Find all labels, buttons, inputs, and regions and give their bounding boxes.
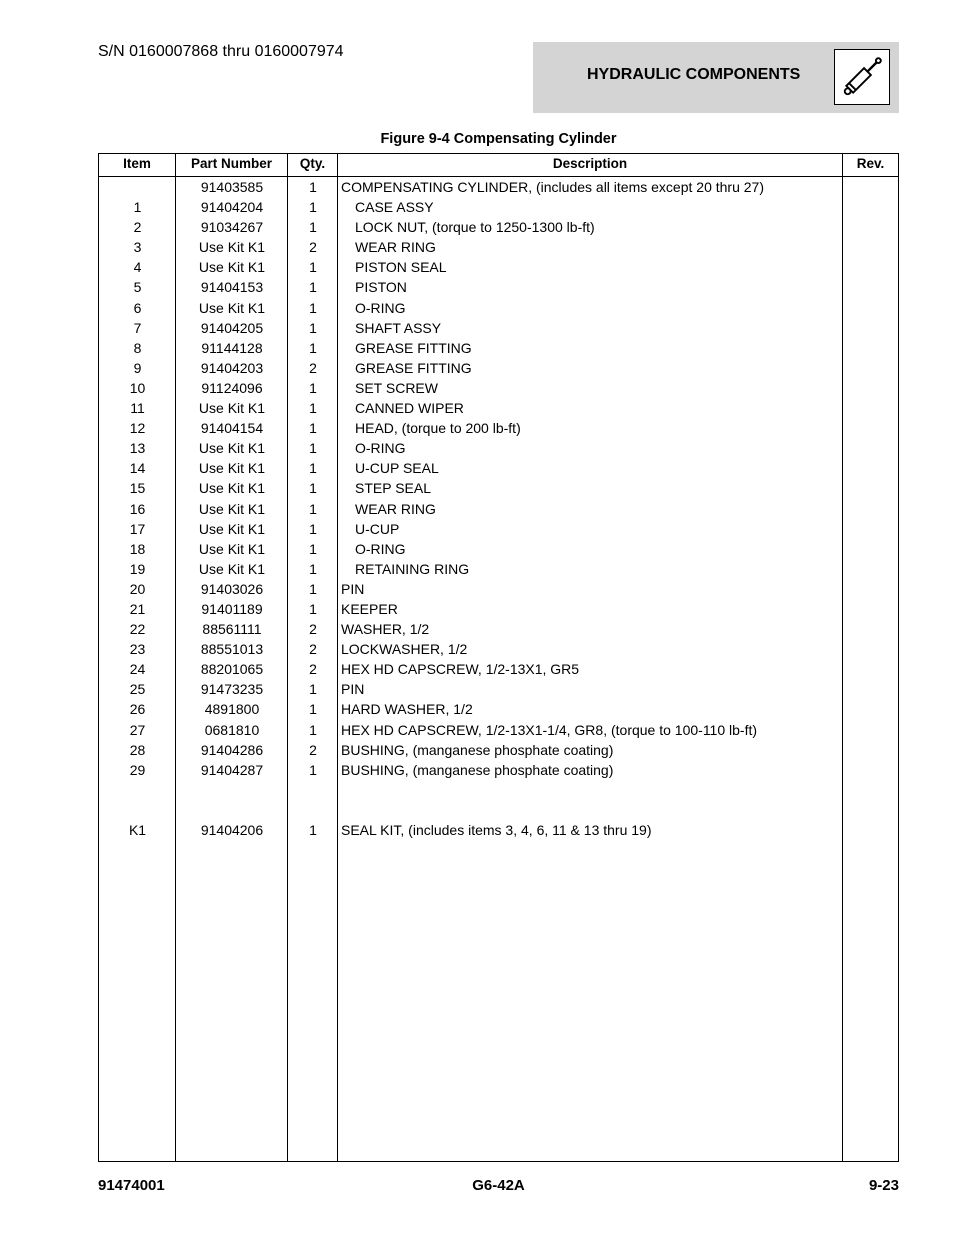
part-number-cell: Use Kit K1 bbox=[198, 299, 266, 316]
column-header-part-number: Part Number bbox=[190, 156, 273, 171]
description-cell: HEAD, (torque to 200 lb-ft) bbox=[355, 420, 521, 437]
table-row bbox=[99, 237, 898, 257]
table-row bbox=[99, 478, 898, 498]
qty-cell: 2 bbox=[309, 621, 317, 638]
table-row bbox=[99, 398, 898, 418]
part-number-cell: 4891800 bbox=[204, 701, 260, 718]
qty-cell: 1 bbox=[309, 420, 317, 437]
item-cell: 10 bbox=[129, 379, 146, 396]
description-cell: LOCKWASHER, 1/2 bbox=[341, 641, 468, 658]
part-number-cell: 88551013 bbox=[200, 641, 264, 658]
qty-cell: 1 bbox=[309, 520, 317, 537]
column-header-item: Item bbox=[123, 156, 151, 171]
table-row bbox=[99, 659, 898, 679]
description-cell: COMPENSATING CYLINDER, (includes all items except 20 thru 27) bbox=[341, 179, 764, 195]
section-title: HYDRAULIC COMPONENTS bbox=[587, 66, 801, 83]
item-cell: 27 bbox=[129, 721, 146, 738]
item-cell: 15 bbox=[129, 480, 146, 497]
qty-cell: 1 bbox=[309, 299, 317, 316]
qty-cell: 2 bbox=[309, 641, 317, 658]
part-number-cell: Use Kit K1 bbox=[198, 259, 266, 276]
description-cell: LOCK NUT, (torque to 1250-1300 lb-ft) bbox=[355, 219, 595, 236]
part-number-cell: Use Kit K1 bbox=[198, 400, 266, 417]
table-row bbox=[99, 318, 898, 338]
part-number-cell: 91404206 bbox=[200, 822, 264, 838]
item-cell: 18 bbox=[129, 540, 146, 557]
qty-cell: 1 bbox=[309, 761, 317, 778]
item-cell: 3 bbox=[133, 239, 142, 256]
description-cell: PISTON bbox=[355, 279, 407, 296]
description-cell: WEAR RING bbox=[355, 500, 436, 517]
part-number-cell: 91473235 bbox=[200, 681, 264, 698]
part-number-cell: Use Kit K1 bbox=[198, 500, 266, 517]
item-cell: 14 bbox=[129, 460, 146, 477]
description-cell: STEP SEAL bbox=[355, 480, 432, 497]
qty-cell: 1 bbox=[309, 339, 317, 356]
item-cell: K1 bbox=[128, 822, 147, 838]
footer-page-number: 9-23 bbox=[868, 1177, 899, 1194]
item-cell: 12 bbox=[129, 420, 146, 437]
part-number-cell: 91404205 bbox=[200, 319, 264, 336]
qty-cell: 1 bbox=[309, 560, 317, 577]
item-cell: 17 bbox=[129, 520, 146, 537]
table-row bbox=[99, 699, 898, 719]
table-row bbox=[99, 358, 898, 378]
table-row bbox=[99, 599, 898, 619]
table-row bbox=[99, 619, 898, 639]
item-cell: 13 bbox=[129, 440, 146, 457]
footer-document-number: 91474001 bbox=[98, 1177, 165, 1194]
column-header-description: Description bbox=[552, 156, 628, 171]
item-cell: 28 bbox=[129, 741, 146, 758]
part-number-cell: 88561111 bbox=[202, 621, 262, 638]
footer-model: G6-42A bbox=[472, 1177, 525, 1194]
table-row bbox=[99, 338, 898, 358]
qty-cell: 1 bbox=[309, 822, 317, 838]
qty-cell: 1 bbox=[309, 379, 317, 396]
qty-cell: 1 bbox=[309, 500, 317, 517]
item-cell: 29 bbox=[129, 761, 146, 778]
item-cell: 5 bbox=[133, 279, 142, 296]
item-cell: 6 bbox=[133, 299, 142, 316]
parts-table bbox=[98, 153, 899, 1162]
qty-cell: 1 bbox=[309, 179, 317, 195]
part-number-cell: Use Kit K1 bbox=[198, 460, 266, 477]
table-row bbox=[99, 458, 898, 478]
item-cell: 7 bbox=[133, 319, 142, 336]
part-number-cell: 0681810 bbox=[204, 721, 260, 738]
table-row bbox=[99, 800, 898, 820]
description-cell: KEEPER bbox=[341, 600, 398, 617]
qty-cell: 2 bbox=[309, 741, 317, 758]
part-number-cell: Use Kit K1 bbox=[198, 520, 266, 537]
part-number-cell: 91404154 bbox=[200, 420, 264, 437]
part-number-cell: 91403026 bbox=[200, 580, 264, 597]
table-row bbox=[99, 499, 898, 519]
qty-cell: 1 bbox=[309, 219, 317, 236]
description-cell: U-CUP bbox=[355, 520, 400, 537]
section-header bbox=[533, 42, 899, 113]
description-cell: RETAINING RING bbox=[355, 560, 470, 577]
description-cell: WASHER, 1/2 bbox=[341, 621, 430, 638]
qty-cell: 1 bbox=[309, 580, 317, 597]
qty-cell: 2 bbox=[309, 359, 317, 376]
qty-cell: 1 bbox=[309, 460, 317, 477]
qty-cell: 1 bbox=[309, 400, 317, 417]
description-cell: WEAR RING bbox=[355, 239, 436, 256]
item-cell: 9 bbox=[133, 359, 142, 376]
table-row bbox=[99, 780, 898, 800]
part-number-cell: 91404153 bbox=[200, 279, 264, 296]
description-cell: SEAL KIT, (includes items 3, 4, 6, 11 & 13 thru 19) bbox=[341, 822, 652, 838]
qty-cell: 1 bbox=[309, 279, 317, 296]
column-header-rev: Rev. bbox=[856, 156, 885, 171]
description-cell: U-CUP SEAL bbox=[355, 460, 439, 477]
table-row bbox=[99, 579, 898, 599]
part-number-cell: 91034267 bbox=[200, 219, 264, 236]
item-cell: 2 bbox=[133, 219, 142, 236]
table-row bbox=[99, 639, 898, 659]
part-number-cell: 91404203 bbox=[200, 359, 264, 376]
table-row bbox=[99, 679, 898, 699]
table-row bbox=[99, 720, 898, 740]
qty-cell: 1 bbox=[309, 721, 317, 738]
qty-cell: 1 bbox=[309, 540, 317, 557]
part-number-cell: 91404286 bbox=[200, 741, 264, 758]
table-row bbox=[99, 277, 898, 297]
part-number-cell: Use Kit K1 bbox=[198, 440, 266, 457]
serial-range: S/N 0160007868 thru 0160007974 bbox=[98, 43, 344, 60]
table-row bbox=[99, 438, 898, 458]
part-number-cell: Use Kit K1 bbox=[198, 540, 266, 557]
description-cell: GREASE FITTING bbox=[355, 359, 472, 376]
description-cell: O-RING bbox=[355, 540, 406, 557]
item-cell: 24 bbox=[129, 661, 146, 678]
part-number-cell: 91404204 bbox=[200, 199, 264, 216]
table-row bbox=[99, 760, 898, 780]
qty-cell: 1 bbox=[309, 480, 317, 497]
item-cell: 16 bbox=[129, 500, 146, 517]
description-cell: HEX HD CAPSCREW, 1/2-13X1-1/4, GR8, (torque to 100-110 lb-ft) bbox=[341, 721, 758, 738]
description-cell: PISTON SEAL bbox=[355, 259, 447, 276]
table-row bbox=[99, 740, 898, 760]
qty-cell: 1 bbox=[309, 319, 317, 336]
item-cell: 21 bbox=[129, 600, 146, 617]
description-cell: O-RING bbox=[355, 440, 406, 457]
part-number-cell: 91404287 bbox=[200, 761, 264, 778]
table-row bbox=[99, 197, 898, 217]
table-row bbox=[99, 820, 898, 840]
table-row bbox=[99, 519, 898, 539]
description-cell: HARD WASHER, 1/2 bbox=[341, 701, 473, 718]
description-cell: SET SCREW bbox=[355, 379, 438, 396]
part-number-cell: Use Kit K1 bbox=[198, 239, 266, 256]
table-body bbox=[99, 177, 898, 840]
column-header-qty: Qty. bbox=[299, 156, 326, 171]
qty-cell: 1 bbox=[309, 440, 317, 457]
table-row bbox=[99, 257, 898, 277]
part-number-cell: 91401189 bbox=[201, 600, 263, 617]
description-cell: SHAFT ASSY bbox=[355, 319, 442, 336]
hydraulic-cylinder-icon bbox=[834, 49, 890, 105]
qty-cell: 1 bbox=[309, 259, 317, 276]
item-cell: 19 bbox=[129, 560, 146, 577]
qty-cell: 1 bbox=[309, 701, 317, 718]
part-number-cell: 91144128 bbox=[201, 339, 263, 356]
table-row bbox=[99, 177, 898, 197]
description-cell: O-RING bbox=[355, 299, 406, 316]
description-cell: BUSHING, (manganese phosphate coating) bbox=[341, 741, 614, 758]
item-cell: 11 bbox=[130, 400, 145, 417]
qty-cell: 1 bbox=[309, 681, 317, 698]
description-cell: CANNED WIPER bbox=[355, 400, 464, 417]
qty-cell: 1 bbox=[309, 199, 317, 216]
description-cell: GREASE FITTING bbox=[355, 339, 472, 356]
description-cell: HEX HD CAPSCREW, 1/2-13X1, GR5 bbox=[341, 661, 580, 678]
part-number-cell: Use Kit K1 bbox=[198, 480, 266, 497]
item-cell: 23 bbox=[129, 641, 146, 658]
table-row bbox=[99, 378, 898, 398]
qty-cell: 2 bbox=[309, 661, 317, 678]
figure-title: Figure 9-4 Compensating Cylinder bbox=[380, 131, 617, 147]
description-cell: PIN bbox=[341, 681, 365, 698]
qty-cell: 1 bbox=[309, 600, 317, 617]
item-cell: 25 bbox=[129, 681, 146, 698]
table-row bbox=[99, 217, 898, 237]
item-cell: 8 bbox=[133, 339, 142, 356]
item-cell: 26 bbox=[129, 701, 146, 718]
part-number-cell: Use Kit K1 bbox=[198, 560, 266, 577]
table-row bbox=[99, 298, 898, 318]
description-cell: BUSHING, (manganese phosphate coating) bbox=[341, 761, 614, 778]
description-cell: PIN bbox=[341, 580, 365, 597]
item-cell: 1 bbox=[133, 199, 142, 216]
table-row bbox=[99, 539, 898, 559]
table-row bbox=[99, 418, 898, 438]
part-number-cell: 91124096 bbox=[201, 379, 263, 396]
description-cell: CASE ASSY bbox=[355, 199, 434, 216]
part-number-cell: 88201065 bbox=[200, 661, 264, 678]
item-cell: 22 bbox=[129, 621, 146, 638]
part-number-cell: 91403585 bbox=[200, 179, 264, 195]
table-row bbox=[99, 559, 898, 579]
qty-cell: 2 bbox=[309, 239, 317, 256]
item-cell: 20 bbox=[129, 580, 146, 597]
item-cell: 4 bbox=[133, 259, 142, 276]
